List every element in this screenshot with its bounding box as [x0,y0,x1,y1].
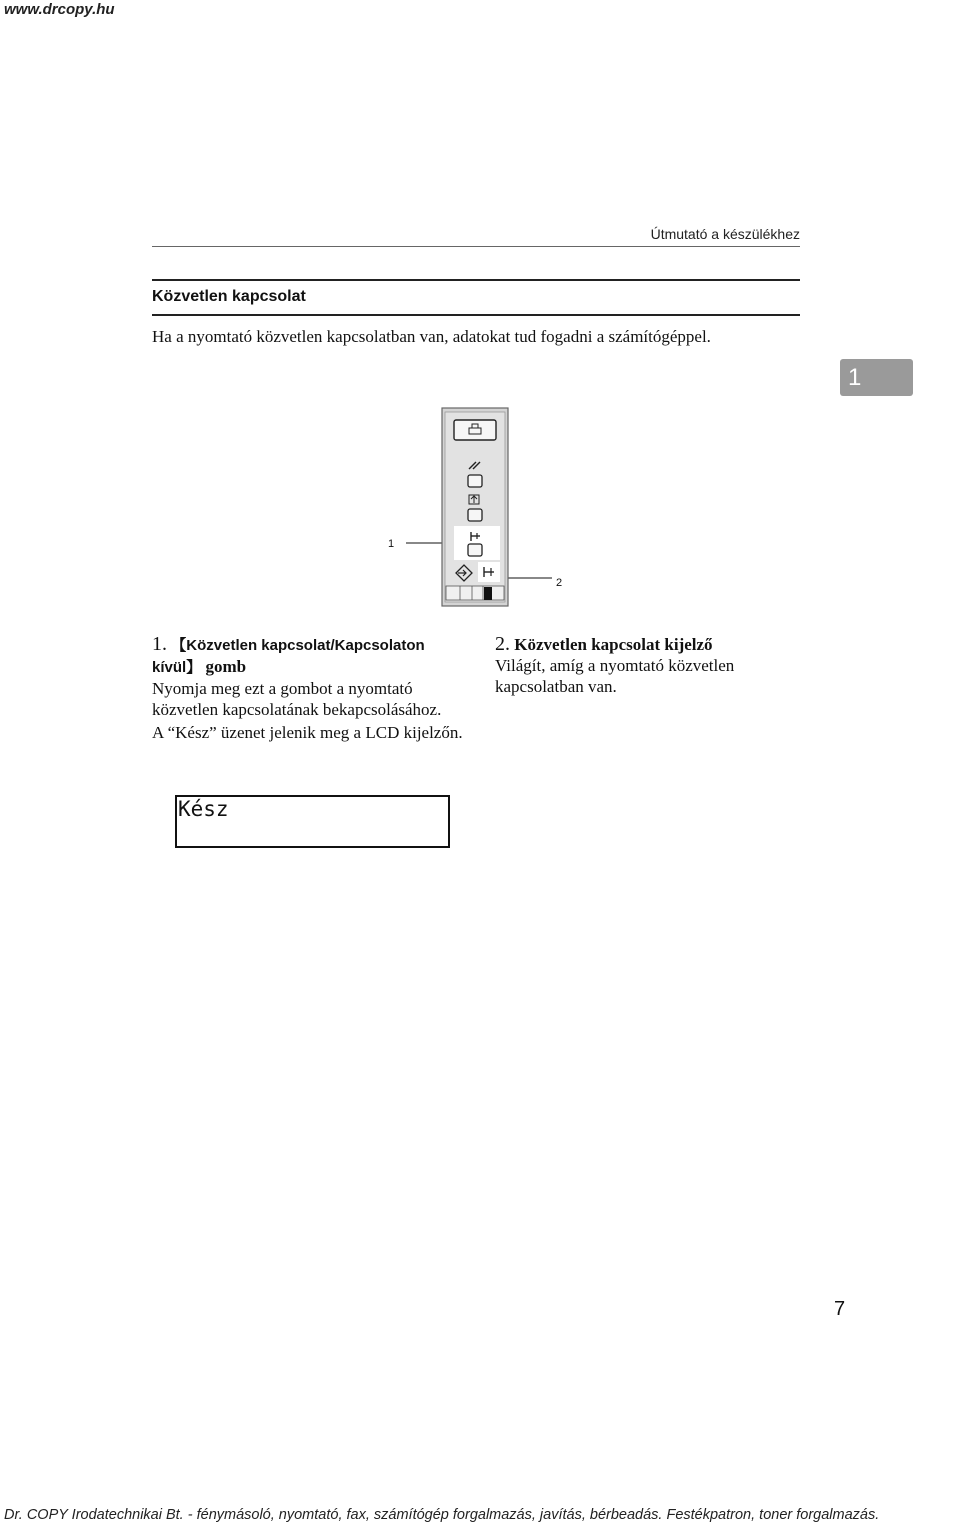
page-number: 7 [834,1298,846,1320]
item-2-title: Közvetlen kapcsolat kijelző [514,635,713,654]
section-title: Közvetlen kapcsolat [152,288,306,305]
item-2 [495,634,795,697]
item-1-heading [152,634,472,678]
item-1-note: A “Kész” üzenet jelenik meg a LCD kijelzőn. [152,723,463,742]
printer-key[interactable] [454,420,496,440]
item-1-suffix: gomb [205,657,247,676]
reset-key[interactable] [468,475,482,487]
intro-paragraph: Ha a nyomtató közvetlen kapcsolatban van, adatokat tud fogadni a számítógéppel. [152,327,711,346]
direct-connection-key[interactable] [468,544,482,556]
job-reset-key[interactable] [468,509,482,521]
direct-connection-indicator-lamp [484,587,492,600]
section-rule-top [152,279,800,281]
lcd-message: Kész [178,797,229,821]
header-rule [152,246,800,247]
chapter-tab: 1 [840,359,913,396]
footer-text: Dr. COPY Irodatechnikai Bt. - fénymásoló, nyomtató, fax, számítógép forgalmazás, javítás, bérbeadás. Festékpatron, toner forgalmazás. [4,1507,880,1523]
control-panel-figure [376,404,576,610]
callout-label-1: 1 [388,538,395,550]
running-header: Útmutató a készülékhez [650,226,800,242]
item-1-bracket-open: 【 [171,637,187,654]
lcd-display [175,795,450,848]
item-2-heading [495,634,795,655]
item-1-body: Nyomja meg ezt a gombot a nyomtató közvetlen kapcsolatának bekapcsolásához. [152,679,442,719]
item-2-number: 2. [495,633,510,655]
item-1 [152,634,472,745]
callout-label-2: 2 [556,577,563,589]
item-1-key-label: Közvetlen kapcsolat/Kapcsolaton kívül [152,637,425,676]
item-1-number: 1. [152,633,167,655]
indicator-lamp-strip [446,586,504,600]
site-url[interactable]: www.drcopy.hu [4,1,115,18]
section-rule-bottom [152,314,800,316]
item-2-body: Világít, amíg a nyomtató közvetlen kapcsolatban van. [495,656,735,696]
item-1-bracket-close: 】 [186,659,202,676]
